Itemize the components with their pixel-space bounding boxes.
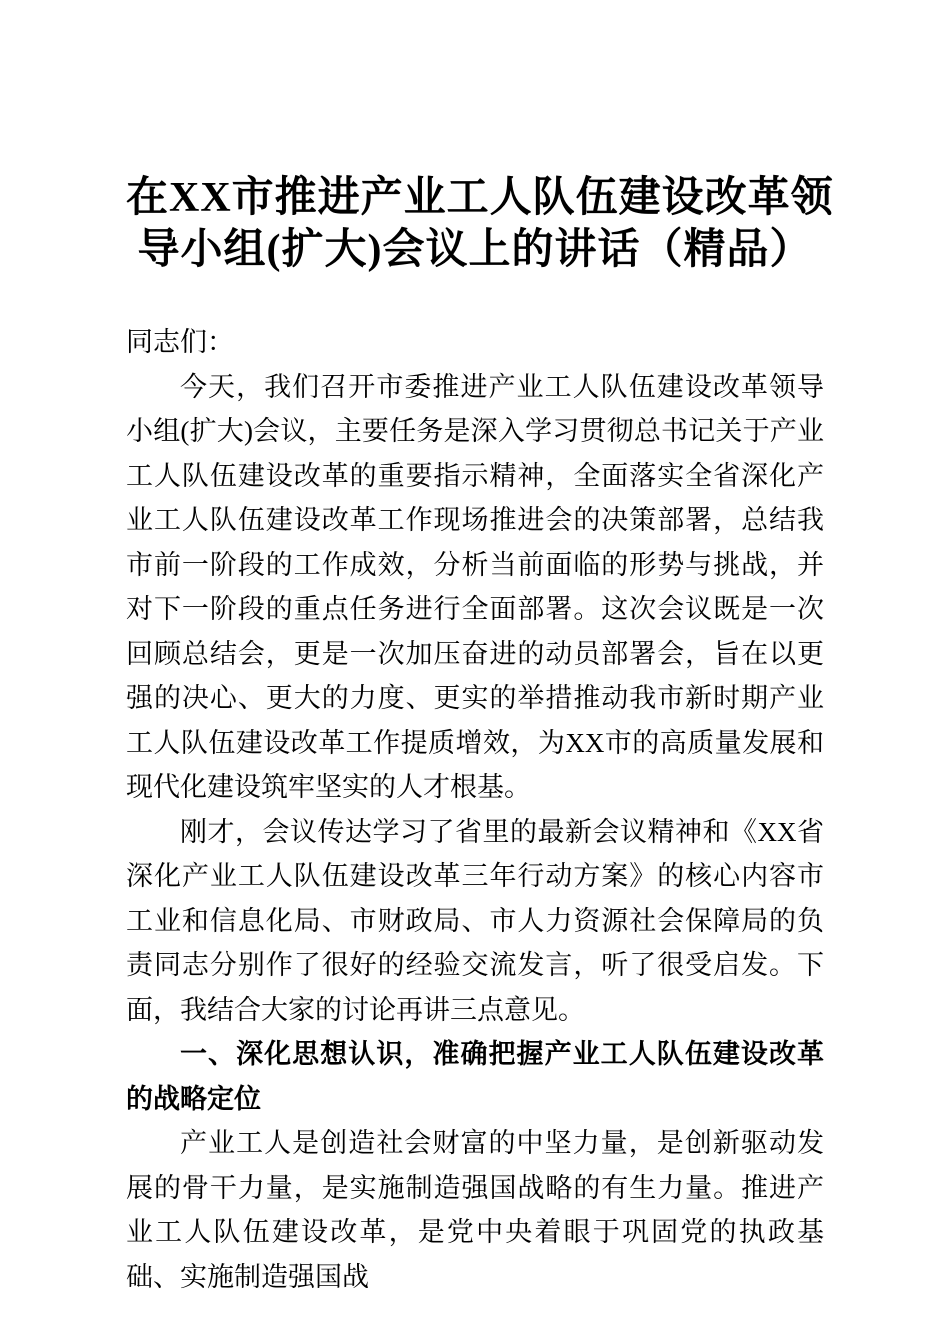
document-title-line-2: 导小组(扩大)会议上的讲话（精品）	[137, 227, 813, 273]
paragraph-salutation: 同志们：	[126, 327, 234, 357]
paragraph-section-1-body: 产业工人是创造社会财富的中坚力量，是创新驱动发展的骨干力量，是实施制造强国战略的有生力量。推进产业工人队伍建设改革，是党中央着眼于巩固党的执政基础、实施制造强国战	[126, 1128, 824, 1292]
document-title	[126, 172, 834, 276]
document-content	[126, 0, 834, 1299]
paragraph-recap: 刚才，会议传达学习了省里的最新会议精神和《XX省深化产业工人队伍建设改革三年行动方案》的核心内容市工业和信息化局、市财政局、市人力资源社会保障局的负责同志分别作了很好的经验交流发言，听了很受启发。下面，我结合大家的讨论再讲三点意见。	[126, 816, 824, 1025]
paragraph-opening: 今天，我们召开市委推进产业工人队伍建设改革领导小组(扩大)会议，主要任务是深入学习贯彻总书记关于产业工人队伍建设改革的重要指示精神，全面落实全省深化产业工人队伍建设改革工作现场推进会的决策部署，总结我市前一阶段的工作成效，分析当前面临的形势与挑战，并对下一阶段的重点任务进行全面部署。这次会议既是一次回顾总结会，更是一次加压奋进的动员部署会，旨在以更强的决心、更大的力度、更实的举措推动我市新时期产业工人队伍建设改革工作提质增效，为XX市的高质量发展和现代化建设筑牢坚实的人才根基。	[126, 371, 824, 802]
document-title-line-1: 在XX市推进产业工人队伍建设改革领	[126, 175, 834, 221]
document-body	[126, 320, 824, 1299]
section-heading-1: 一、深化思想认识，准确把握产业工人队伍建设改革的战略定位	[126, 1039, 824, 1114]
